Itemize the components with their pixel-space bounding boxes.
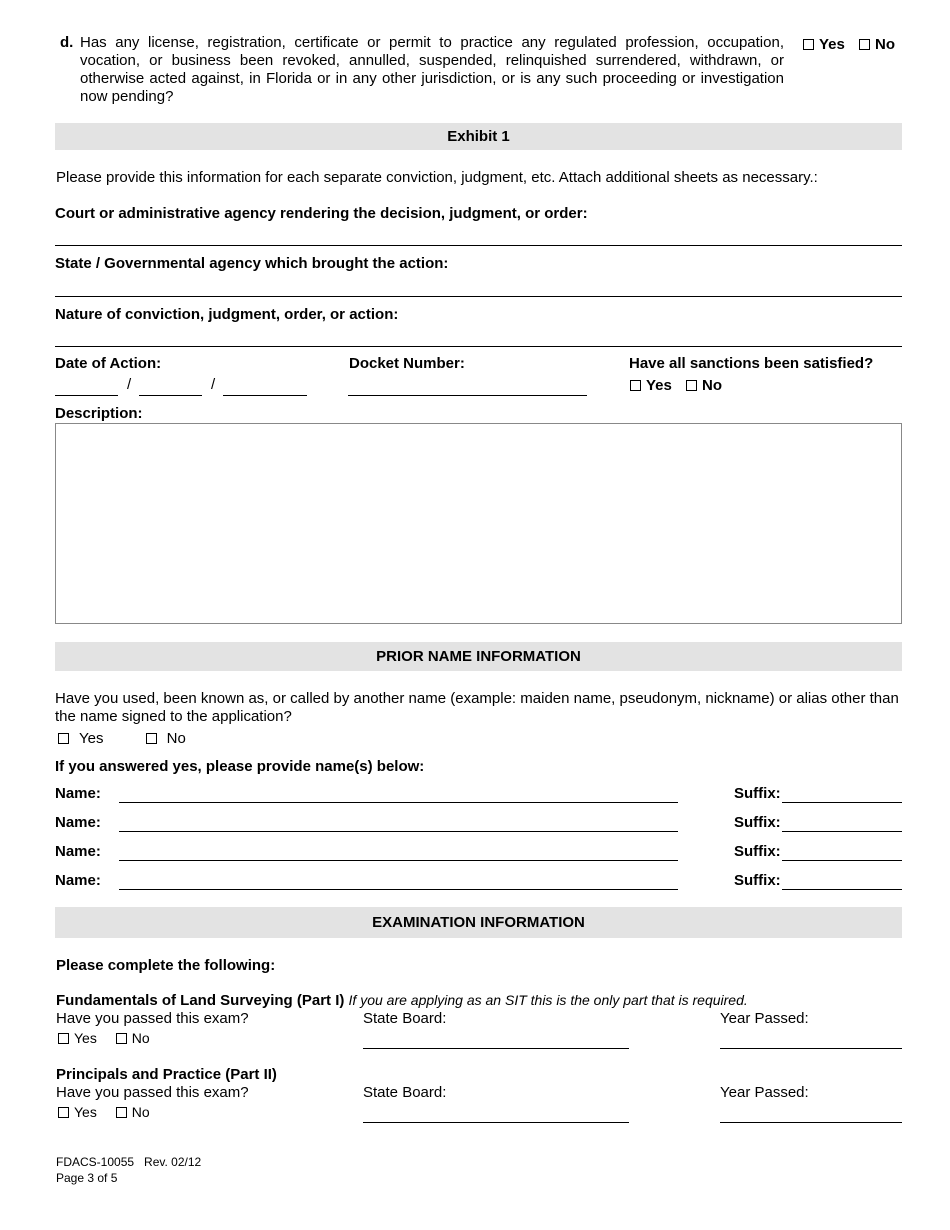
part1-title: Fundamentals of Land Surveying (Part I) xyxy=(56,992,345,1009)
sanctions-no-label: No xyxy=(702,377,723,394)
part2-year-passed-label: Year Passed: xyxy=(720,1084,809,1101)
part2-yes-checkbox[interactable] xyxy=(58,1107,69,1118)
question-d-no-checkbox[interactable] xyxy=(859,39,870,50)
part2-options xyxy=(58,1104,150,1120)
prior-name-yes-label: Yes xyxy=(79,730,104,747)
prior-name-question: Have you used, been known as, or called by another name (example: maiden name, pseudonym, nickname) or alias other than the name signed to the application? xyxy=(55,690,899,725)
suffix-label: Suffix: xyxy=(734,814,781,831)
part1-title-row xyxy=(56,992,748,1009)
exhibit-header: Exhibit 1 xyxy=(55,123,902,150)
suffix-field[interactable] xyxy=(782,889,902,890)
court-label: Court or administrative agency rendering the decision, judgment, or order: xyxy=(55,205,588,222)
part1-passed-question: Have you passed this exam? xyxy=(56,1010,249,1027)
description-label: Description: xyxy=(55,405,143,422)
docket-number-label: Docket Number: xyxy=(349,355,465,372)
part2-state-board-field[interactable] xyxy=(363,1122,629,1123)
name-label: Name: xyxy=(55,785,101,802)
part2-passed-question: Have you passed this exam? xyxy=(56,1084,249,1101)
suffix-field[interactable] xyxy=(782,831,902,832)
name-label: Name: xyxy=(55,872,101,889)
name-field[interactable] xyxy=(119,831,678,832)
part2-no-label: No xyxy=(131,1104,150,1120)
court-input-line[interactable] xyxy=(55,245,902,246)
prior-name-header: PRIOR NAME INFORMATION xyxy=(55,642,902,671)
date-day-field[interactable] xyxy=(139,395,202,396)
prior-name-instruction: If you answered yes, please provide name(s) below: xyxy=(55,758,425,775)
exhibit-instruction: Please provide this information for each separate conviction, judgment, etc. Attach additional sheets as necessary.: xyxy=(56,169,818,186)
sanctions-yes-checkbox[interactable] xyxy=(630,380,641,391)
sanctions-label: Have all sanctions been satisfied? xyxy=(629,355,874,372)
date-separator: / xyxy=(127,376,132,393)
name-label: Name: xyxy=(55,814,101,831)
part2-year-passed-field[interactable] xyxy=(720,1122,902,1123)
date-year-field[interactable] xyxy=(223,395,307,396)
part1-no-checkbox[interactable] xyxy=(116,1033,127,1044)
state-agency-input-line[interactable] xyxy=(55,296,902,297)
part1-yes-label: Yes xyxy=(74,1030,97,1046)
part2-no-checkbox[interactable] xyxy=(116,1107,127,1118)
name-field[interactable] xyxy=(119,802,678,803)
part1-year-passed-field[interactable] xyxy=(720,1048,902,1049)
part2-state-board-label: State Board: xyxy=(363,1084,447,1101)
sanctions-options xyxy=(630,377,722,394)
prior-name-options xyxy=(58,730,186,747)
suffix-label: Suffix: xyxy=(734,872,781,889)
part1-yes-checkbox[interactable] xyxy=(58,1033,69,1044)
name-field[interactable] xyxy=(119,860,678,861)
question-d-yes-label: Yes xyxy=(819,36,845,53)
date-month-field[interactable] xyxy=(55,395,118,396)
question-d-no-label: No xyxy=(875,36,896,53)
part1-options xyxy=(58,1030,150,1046)
part2-yes-label: Yes xyxy=(74,1104,97,1120)
suffix-label: Suffix: xyxy=(734,785,781,802)
name-label: Name: xyxy=(55,843,101,860)
part2-title: Principals and Practice (Part II) xyxy=(56,1066,277,1083)
suffix-field[interactable] xyxy=(782,802,902,803)
part1-state-board-label: State Board: xyxy=(363,1010,447,1027)
date-of-action-label: Date of Action: xyxy=(55,355,162,372)
part1-state-board-field[interactable] xyxy=(363,1048,629,1049)
sanctions-yes-label: Yes xyxy=(646,377,672,394)
name-field[interactable] xyxy=(119,889,678,890)
state-agency-label: State / Governmental agency which brought the action: xyxy=(55,255,449,272)
docket-number-field[interactable] xyxy=(348,395,587,396)
exam-instruction: Please complete the following: xyxy=(56,957,276,974)
prior-name-no-label: No xyxy=(166,730,186,747)
footer-form-id: FDACS-10055 Rev. 02/12 xyxy=(56,1155,202,1169)
prior-name-yes-checkbox[interactable] xyxy=(58,733,69,744)
part1-note: If you are applying as an SIT this is the only part that is required. xyxy=(348,992,748,1008)
description-textarea[interactable] xyxy=(55,423,902,624)
footer-page-number: Page 3 of 5 xyxy=(56,1171,118,1185)
part1-no-label: No xyxy=(131,1030,150,1046)
question-d-yes-checkbox[interactable] xyxy=(803,39,814,50)
question-d-options xyxy=(803,36,895,53)
question-d-label: d. xyxy=(60,34,74,51)
sanctions-no-checkbox[interactable] xyxy=(686,380,697,391)
suffix-field[interactable] xyxy=(782,860,902,861)
exam-header: EXAMINATION INFORMATION xyxy=(55,907,902,938)
part1-year-passed-label: Year Passed: xyxy=(720,1010,809,1027)
date-separator: / xyxy=(211,376,216,393)
prior-name-no-checkbox[interactable] xyxy=(146,733,157,744)
nature-label: Nature of conviction, judgment, order, or action: xyxy=(55,306,399,323)
nature-input-line[interactable] xyxy=(55,346,902,347)
question-d-text: Has any license, registration, certificate or permit to practice any regulated profession, occupation, vocation, or business been revoked, annulled, suspended, relinquished surrendered, withdrawn, or otherwise acted against, in Florida or in any other jurisdiction, or is any such proceeding or investigation now pending? xyxy=(80,34,784,105)
suffix-label: Suffix: xyxy=(734,843,781,860)
